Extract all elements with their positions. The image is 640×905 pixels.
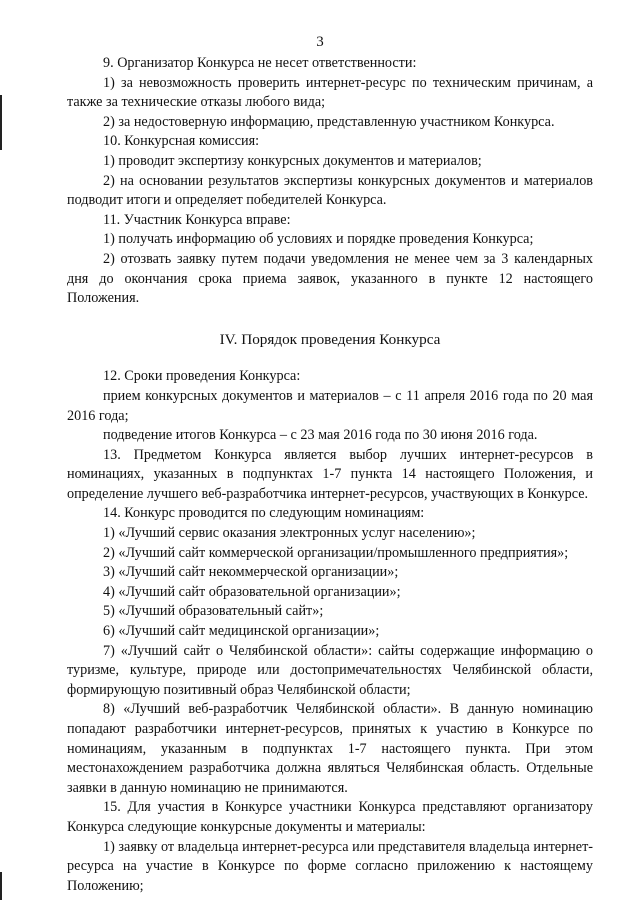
paragraph: 1) за невозможность проверить интернет-ресурс по техническим причинам, а также за технические отказы любого вида;	[67, 74, 593, 111]
paragraph: 7) «Лучший сайт о Челябинской области»: сайты содержащие информацию о туризме, культуре, природе или достопримечательностях Челябинской области, формирующую позитивный образ Челябинской области;	[67, 642, 593, 698]
paragraph: 4) «Лучший сайт образовательной организации»;	[103, 583, 401, 600]
paragraph: 1) проводит экспертизу конкурсных документов и материалов;	[103, 152, 482, 169]
paragraph: 2) за недостоверную информацию, представленную участником Конкурса.	[103, 113, 555, 130]
paragraph: 13. Предметом Конкурса является выбор лучших интернет-ресурсов в номинациях, указанных в подпунктах 1-7 пункта 14 настоящего Положения, и определение лучшего веб-разработчика интернет-ресурсов, участвующих в Конкурсе.	[67, 446, 593, 502]
paragraph: 1) заявку от владельца интернет-ресурса или представителя владельца интернет-ресурса на участие в Конкурсе по форме согласно приложению к настоящему Положению;	[67, 838, 593, 894]
paragraph: 1) получать информацию об условиях и порядке проведения Конкурса;	[103, 231, 534, 248]
paragraph: прием конкурсных документов и материалов – с 11 апреля 2016 года по 20 мая 2016 года;	[67, 387, 593, 424]
paragraph: 15. Для участия в Конкурсе участники Конкурса представляют организатору Конкурса следующие конкурсные документы и материалы:	[67, 799, 593, 835]
paragraph: 2) на основании результатов экспертизы конкурсных документов и материалов подводит итоги и определяет победителей Конкурса.	[67, 172, 593, 209]
paragraph: 2) отозвать заявку путем подачи уведомления не менее чем за 3 календарных дня до окончания срока приема заявок, указанного в пункте 12 настоящего Положения.	[67, 250, 593, 307]
scan-edge-mark	[0, 95, 2, 150]
paragraph: 5) «Лучший образовательный сайт»;	[103, 603, 324, 620]
paragraph: 2) «Лучший сайт коммерческой организации/промышленного предприятия»;	[103, 544, 569, 561]
paragraph: 8) «Лучший веб-разработчик Челябинской области». В данную номинацию попадают разработчики интернет-ресурсов, принятых к участию в Конкурсе по номинациям, указанным в подпунктах 1-7 настоящего пункта. При этом местонахождением разработчика должна являться Челябинская область. Отдельные заявки в данную номинацию не принимаются.	[67, 701, 593, 796]
page-number: 3	[316, 34, 324, 50]
paragraph: 3) «Лучший сайт некоммерческой организации»;	[103, 564, 399, 581]
paragraph: 1) «Лучший сервис оказания электронных услуг населению»;	[103, 525, 476, 542]
paragraph: 9. Организатор Конкурса не несет ответственности:	[103, 55, 417, 71]
document-body	[67, 54, 593, 896]
paragraph: 11. Участник Конкурса вправе:	[103, 211, 291, 228]
scan-edge-mark	[0, 872, 2, 900]
paragraph: 6) «Лучший сайт медицинской организации»;	[103, 623, 380, 640]
section-heading: IV. Порядок проведения Конкурса	[219, 330, 441, 348]
paragraph: 12. Сроки проведения Конкурса:	[103, 368, 301, 385]
paragraph: 10. Конкурсная комиссия:	[103, 133, 260, 150]
paragraph: подведение итогов Конкурса – с 23 мая 2016 года по 30 июня 2016 года.	[103, 427, 538, 444]
paragraph: 14. Конкурс проводится по следующим номинациям:	[103, 505, 425, 522]
